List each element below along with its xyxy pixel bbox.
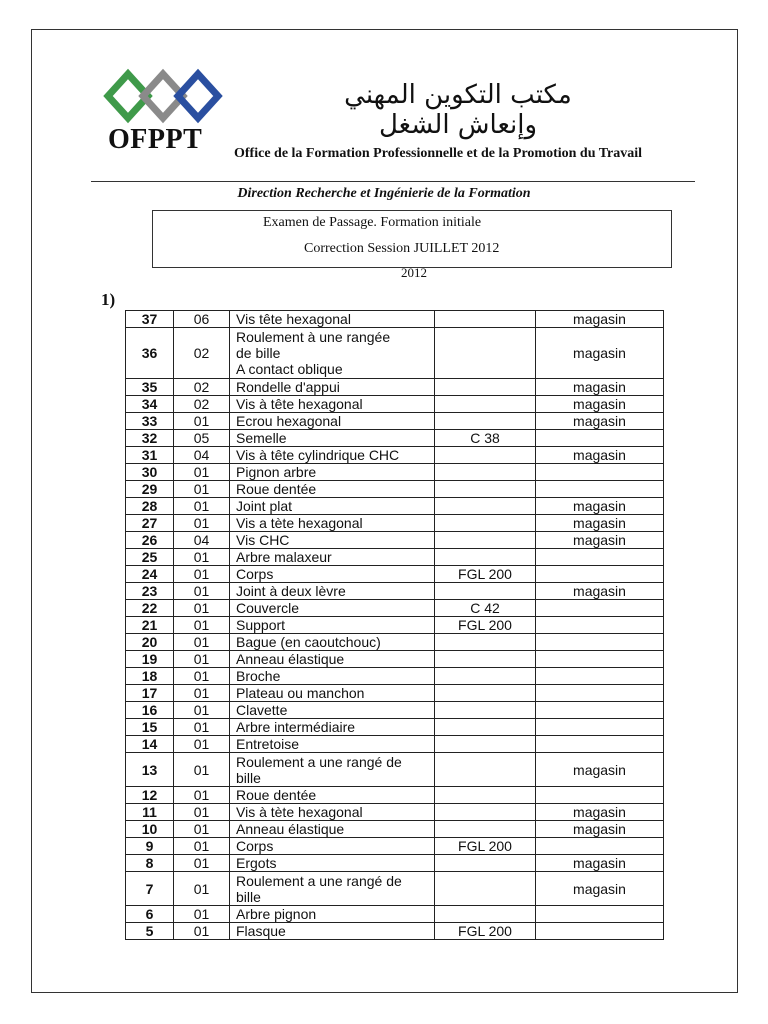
designation-line: bille: [236, 888, 261, 905]
cell-observation: magasin: [536, 583, 664, 600]
cell-material: FGL 200: [435, 566, 536, 583]
designation-line: Support: [236, 617, 286, 633]
cell-material: [435, 549, 536, 566]
cell-rep: 7: [126, 872, 174, 906]
cell-rep: 32: [126, 430, 174, 447]
table-row: [126, 736, 664, 753]
cell-designation: [230, 566, 435, 583]
cell-observation: magasin: [536, 532, 664, 549]
exam-session: Correction Session JUILLET 2012: [304, 241, 500, 256]
designation-line: Flasque: [236, 923, 286, 939]
cell-observation: magasin: [536, 498, 664, 515]
cell-observation: [536, 549, 664, 566]
designation-line: Rondelle d'appui: [236, 379, 340, 395]
cell-quantity: 01: [174, 838, 230, 855]
cell-designation: [230, 532, 435, 549]
cell-material: FGL 200: [435, 923, 536, 940]
cell-rep: 11: [126, 804, 174, 821]
cell-rep: 5: [126, 923, 174, 940]
cell-material: C 42: [435, 600, 536, 617]
cell-quantity: 04: [174, 532, 230, 549]
cell-rep: 30: [126, 464, 174, 481]
designation-line: Anneau élastique: [236, 651, 345, 667]
cell-material: [435, 787, 536, 804]
cell-observation: [536, 906, 664, 923]
designation-line: Plateau ou manchon: [236, 685, 365, 701]
cell-designation: [230, 821, 435, 838]
cell-designation: [230, 328, 435, 379]
cell-quantity: 01: [174, 498, 230, 515]
table-row: [126, 498, 664, 515]
designation-line: Couvercle: [236, 600, 300, 616]
cell-rep: 18: [126, 668, 174, 685]
table-row: [126, 515, 664, 532]
designation-line: bille: [236, 769, 261, 786]
cell-observation: [536, 736, 664, 753]
cell-quantity: 01: [174, 634, 230, 651]
cell-quantity: 01: [174, 583, 230, 600]
cell-rep: 16: [126, 702, 174, 719]
designation-line: Roue dentée: [236, 787, 317, 803]
cell-material: [435, 447, 536, 464]
designation-line: Arbre malaxeur: [236, 549, 332, 565]
cell-rep: 33: [126, 413, 174, 430]
cell-material: [435, 753, 536, 787]
question-number: 1): [101, 290, 116, 309]
cell-quantity: 01: [174, 413, 230, 430]
cell-material: [435, 396, 536, 413]
cell-designation: [230, 379, 435, 396]
cell-material: [435, 498, 536, 515]
cell-observation: [536, 617, 664, 634]
ofppt-logo: [100, 68, 226, 124]
cell-observation: magasin: [536, 804, 664, 821]
designation-line: Joint à deux lèvre: [236, 583, 346, 599]
cell-observation: magasin: [536, 855, 664, 872]
cell-quantity: 05: [174, 430, 230, 447]
cell-quantity: 01: [174, 685, 230, 702]
designation-line: Corps: [236, 838, 274, 854]
cell-rep: 21: [126, 617, 174, 634]
cell-designation: [230, 549, 435, 566]
cell-designation: [230, 311, 435, 328]
cell-material: FGL 200: [435, 617, 536, 634]
cell-designation: [230, 668, 435, 685]
cell-observation: magasin: [536, 515, 664, 532]
table-row: [126, 464, 664, 481]
cell-quantity: 01: [174, 600, 230, 617]
table-row: [126, 413, 664, 430]
exam-box: [152, 210, 672, 268]
cell-material: FGL 200: [435, 838, 536, 855]
table-row: [126, 719, 664, 736]
designation-line: Joint plat: [236, 498, 293, 514]
cell-observation: magasin: [536, 328, 664, 379]
cell-observation: magasin: [536, 872, 664, 906]
cell-material: [435, 719, 536, 736]
cell-quantity: 06: [174, 311, 230, 328]
cell-observation: [536, 481, 664, 498]
designation-line: Roue dentée: [236, 481, 317, 497]
cell-observation: magasin: [536, 311, 664, 328]
cell-rep: 12: [126, 787, 174, 804]
cell-rep: 26: [126, 532, 174, 549]
cell-designation: [230, 872, 435, 906]
cell-quantity: 02: [174, 396, 230, 413]
cell-designation: [230, 617, 435, 634]
designation-line: Corps: [236, 566, 274, 582]
cell-observation: magasin: [536, 396, 664, 413]
cell-observation: [536, 787, 664, 804]
cell-observation: magasin: [536, 413, 664, 430]
cell-designation: [230, 906, 435, 923]
cell-observation: [536, 464, 664, 481]
table-row: [126, 838, 664, 855]
designation-line: Roulement a une rangé de: [236, 872, 402, 889]
cell-material: [435, 685, 536, 702]
cell-quantity: 01: [174, 617, 230, 634]
cell-material: [435, 583, 536, 600]
cell-designation: [230, 413, 435, 430]
designation-line: Vis à tète hexagonal: [236, 804, 363, 820]
cell-rep: 17: [126, 685, 174, 702]
cell-observation: [536, 651, 664, 668]
cell-observation: magasin: [536, 821, 664, 838]
cell-rep: 36: [126, 328, 174, 379]
cell-rep: 25: [126, 549, 174, 566]
cell-quantity: 01: [174, 923, 230, 940]
designation-line: A contact oblique: [236, 361, 343, 377]
designation-line: Pignon arbre: [236, 464, 317, 480]
cell-designation: [230, 685, 435, 702]
cell-material: [435, 379, 536, 396]
designation-line: Arbre pignon: [236, 906, 317, 922]
cell-designation: [230, 838, 435, 855]
cell-quantity: 01: [174, 651, 230, 668]
cell-material: [435, 634, 536, 651]
cell-rep: 34: [126, 396, 174, 413]
table-row: [126, 753, 664, 787]
cell-material: [435, 311, 536, 328]
cell-material: [435, 651, 536, 668]
cell-rep: 29: [126, 481, 174, 498]
cell-quantity: 01: [174, 464, 230, 481]
table-row: [126, 906, 664, 923]
cell-quantity: 01: [174, 804, 230, 821]
table-row: [126, 549, 664, 566]
cell-rep: 31: [126, 447, 174, 464]
cell-observation: [536, 634, 664, 651]
cell-rep: 35: [126, 379, 174, 396]
designation-line: Semelle: [236, 430, 287, 446]
cell-quantity: 01: [174, 736, 230, 753]
cell-rep: 28: [126, 498, 174, 515]
cell-observation: [536, 600, 664, 617]
cell-designation: [230, 702, 435, 719]
cell-quantity: 01: [174, 872, 230, 906]
cell-rep: 8: [126, 855, 174, 872]
designation-line: Vis à tête cylindrique CHC: [236, 447, 400, 463]
designation-line: Ergots: [236, 855, 277, 871]
cell-designation: [230, 736, 435, 753]
cell-observation: [536, 430, 664, 447]
cell-quantity: 01: [174, 719, 230, 736]
cell-quantity: 01: [174, 787, 230, 804]
designation-line: Vis tête hexagonal: [236, 311, 351, 327]
cell-rep: 23: [126, 583, 174, 600]
cell-rep: 13: [126, 753, 174, 787]
cell-material: [435, 532, 536, 549]
designation-line: Entretoise: [236, 736, 300, 752]
designation-line: Roulement à une rangée: [236, 329, 391, 345]
cell-material: [435, 855, 536, 872]
designation-line: Vis à tête hexagonal: [236, 396, 363, 412]
cell-observation: [536, 923, 664, 940]
cell-rep: 20: [126, 634, 174, 651]
cell-designation: [230, 430, 435, 447]
cell-material: [435, 906, 536, 923]
designation-line: Vis a tète hexagonal: [236, 515, 363, 531]
cell-quantity: 01: [174, 702, 230, 719]
cell-quantity: 01: [174, 855, 230, 872]
cell-rep: 22: [126, 600, 174, 617]
organization-name: Office de la Formation Professionnelle et de la Promotion du Travail: [234, 146, 643, 161]
table-row: [126, 447, 664, 464]
cell-material: [435, 515, 536, 532]
cell-designation: [230, 787, 435, 804]
exam-year: 2012: [401, 265, 427, 280]
cell-material: [435, 872, 536, 906]
designation-line: Ecrou hexagonal: [236, 413, 342, 429]
designation-line: de bille: [236, 345, 281, 361]
table-row: [126, 634, 664, 651]
designation-line: Vis CHC: [236, 532, 290, 548]
cell-designation: [230, 753, 435, 787]
cell-observation: magasin: [536, 379, 664, 396]
cell-designation: [230, 583, 435, 600]
cell-quantity: 01: [174, 549, 230, 566]
table-row: [126, 651, 664, 668]
cell-rep: 6: [126, 906, 174, 923]
cell-observation: [536, 702, 664, 719]
arabic-title: مكتب التكوين المهني وإنعاش الشغل: [344, 80, 572, 140]
cell-designation: [230, 804, 435, 821]
cell-quantity: 01: [174, 668, 230, 685]
cell-material: [435, 328, 536, 379]
cell-material: [435, 668, 536, 685]
table-row: [126, 311, 664, 328]
cell-quantity: 01: [174, 515, 230, 532]
table-row: [126, 804, 664, 821]
cell-designation: [230, 634, 435, 651]
cell-quantity: 01: [174, 821, 230, 838]
direction-title: Direction Recherche et Ingénierie de la Formation: [237, 186, 531, 201]
table-row: [126, 855, 664, 872]
cell-quantity: 01: [174, 566, 230, 583]
cell-designation: [230, 481, 435, 498]
table-row: [126, 481, 664, 498]
table-row: [126, 566, 664, 583]
cell-observation: [536, 838, 664, 855]
designation-line: Clavette: [236, 702, 288, 718]
cell-material: [435, 736, 536, 753]
cell-rep: 9: [126, 838, 174, 855]
table-row: [126, 328, 664, 379]
cell-material: [435, 481, 536, 498]
table-row: [126, 430, 664, 447]
cell-designation: [230, 515, 435, 532]
table-row: [126, 702, 664, 719]
cell-observation: magasin: [536, 447, 664, 464]
table-row: [126, 532, 664, 549]
table-row: [126, 821, 664, 838]
cell-designation: [230, 855, 435, 872]
table-row: [126, 583, 664, 600]
table-row: [126, 617, 664, 634]
cell-rep: 27: [126, 515, 174, 532]
logo-text: OFPPT: [108, 124, 203, 155]
cell-observation: magasin: [536, 753, 664, 787]
cell-observation: [536, 668, 664, 685]
cell-quantity: 01: [174, 753, 230, 787]
designation-line: Anneau élastique: [236, 821, 345, 837]
cell-observation: [536, 719, 664, 736]
cell-rep: 14: [126, 736, 174, 753]
cell-material: [435, 821, 536, 838]
cell-material: [435, 464, 536, 481]
cell-designation: [230, 498, 435, 515]
cell-quantity: 04: [174, 447, 230, 464]
designation-line: Arbre intermédiaire: [236, 719, 356, 735]
parts-table: [125, 310, 664, 940]
cell-designation: [230, 600, 435, 617]
table-row: [126, 396, 664, 413]
table-row: [126, 379, 664, 396]
cell-quantity: 02: [174, 328, 230, 379]
cell-rep: 24: [126, 566, 174, 583]
cell-material: [435, 804, 536, 821]
designation-line: Bague (en caoutchouc): [236, 634, 381, 650]
header-divider: [91, 181, 695, 182]
designation-line: Roulement a une rangé de: [236, 753, 402, 770]
cell-quantity: 01: [174, 481, 230, 498]
cell-material: [435, 702, 536, 719]
cell-observation: [536, 566, 664, 583]
cell-designation: [230, 651, 435, 668]
cell-designation: [230, 396, 435, 413]
table-row: [126, 668, 664, 685]
cell-material: C 38: [435, 430, 536, 447]
cell-quantity: 02: [174, 379, 230, 396]
cell-designation: [230, 447, 435, 464]
cell-designation: [230, 719, 435, 736]
cell-rep: 10: [126, 821, 174, 838]
table-row: [126, 872, 664, 906]
cell-quantity: 01: [174, 906, 230, 923]
table-row: [126, 923, 664, 940]
designation-line: Broche: [236, 668, 281, 684]
table-row: [126, 600, 664, 617]
cell-observation: [536, 685, 664, 702]
cell-material: [435, 413, 536, 430]
cell-designation: [230, 923, 435, 940]
table-row: [126, 787, 664, 804]
table-row: [126, 685, 664, 702]
cell-rep: 37: [126, 311, 174, 328]
cell-designation: [230, 464, 435, 481]
exam-title: Examen de Passage. Formation initiale: [263, 215, 482, 230]
cell-rep: 19: [126, 651, 174, 668]
cell-rep: 15: [126, 719, 174, 736]
